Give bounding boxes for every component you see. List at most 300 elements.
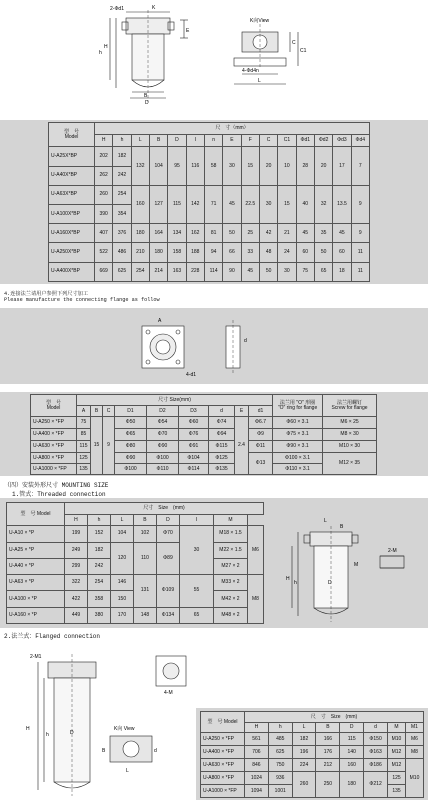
t1-cell: 50 bbox=[223, 224, 241, 243]
section4-sub1: 1.管式：Threaded connection bbox=[12, 491, 106, 498]
t1-cell: 66 bbox=[223, 243, 241, 262]
t1-cell: 158 bbox=[168, 243, 186, 262]
table3-threaded-dimensions bbox=[6, 502, 264, 624]
t1-cell: 50 bbox=[259, 262, 277, 281]
table2-col-header: D2 bbox=[147, 406, 179, 417]
t1-cell: 254 bbox=[131, 262, 149, 281]
table1-col-header: n bbox=[204, 135, 222, 147]
t1-cell: 142 bbox=[186, 185, 204, 223]
dim-L-label-3: L bbox=[126, 768, 129, 774]
t2-cell: M12 × 35 bbox=[323, 453, 377, 475]
table1-col-header: h bbox=[113, 135, 131, 147]
t1-cell: 180 bbox=[131, 224, 149, 243]
t2-cell: Φ76 bbox=[179, 429, 209, 441]
t3-cell: 380 bbox=[87, 607, 110, 623]
t1-cell: 15 bbox=[241, 147, 259, 185]
k-view-label: K向View bbox=[250, 18, 270, 24]
t3-cell: M33 × 2 bbox=[213, 575, 247, 591]
flanged-filter-drawing bbox=[14, 640, 204, 798]
dim-K-label: K bbox=[152, 5, 156, 11]
t3-cell: M22 × 1.5 bbox=[213, 542, 247, 558]
table1-col-header: Φd2 bbox=[314, 135, 332, 147]
t3-model-header: 型 号 Model bbox=[7, 503, 65, 526]
t1-cell: 625 bbox=[113, 262, 131, 281]
t2-oring-header: 法兰用 "O" 形圈 "O" ring for flange bbox=[273, 395, 323, 417]
t1-cell: 18 bbox=[333, 262, 351, 281]
table2-flange-dimensions bbox=[30, 394, 377, 475]
t4-cell: 936 bbox=[268, 772, 292, 785]
t1-cell: 114 bbox=[204, 262, 222, 281]
table4-col-header: L bbox=[292, 723, 316, 733]
dim-4d4-label: 4-Φd4 bbox=[242, 68, 256, 74]
t2-cell: Φ54 bbox=[147, 417, 179, 429]
t2-cell: Φ90 × 3.1 bbox=[273, 441, 323, 453]
t3-cell: Φ109 bbox=[156, 575, 179, 608]
t1-cell: 45 bbox=[333, 224, 351, 243]
t3-cell: Φ134 bbox=[156, 607, 179, 623]
t2-cell: 2.4 bbox=[235, 417, 249, 475]
k-view-label-3: K向 View bbox=[114, 726, 135, 732]
table2-col-header: D3 bbox=[179, 406, 209, 417]
t1-model: U-A160X*BP bbox=[49, 224, 95, 243]
table1-col-header: Φd3 bbox=[333, 135, 351, 147]
table2-col-header: D1 bbox=[115, 406, 147, 417]
dim-M-label-2: M bbox=[354, 562, 359, 568]
t3-cell: 322 bbox=[65, 575, 88, 591]
t1-cell: 669 bbox=[95, 262, 113, 281]
t4-cell: 1001 bbox=[268, 785, 292, 798]
t3-cell: M42 × 2 bbox=[213, 591, 247, 607]
t3-cell: 254 bbox=[87, 575, 110, 591]
t2-model: U-A400 × *FP bbox=[31, 429, 77, 441]
t4-cell: M10 bbox=[405, 759, 423, 798]
t2-model-header: 型 号 Model bbox=[31, 395, 77, 417]
t2-model: U-A630 × *FP bbox=[31, 441, 77, 453]
t1-cell: 30 bbox=[223, 147, 241, 185]
section4-title: （四）安装外形尺寸 MOUNTING SIZE bbox=[4, 482, 109, 489]
dim-L-label-2: L bbox=[324, 518, 327, 524]
t1-cell: 81 bbox=[204, 224, 222, 243]
section4-sub2: 2.法兰式：Flanged connection bbox=[4, 633, 101, 640]
t4-model: U-A250 × *FP bbox=[201, 733, 245, 746]
table4-col-header: d bbox=[364, 723, 388, 733]
t3-cell: 150 bbox=[110, 591, 133, 607]
t1-cell: 65 bbox=[314, 262, 332, 281]
t1-cell: 260 bbox=[95, 185, 113, 204]
t1-cell: 115 bbox=[168, 185, 186, 223]
t4-cell: 706 bbox=[245, 746, 269, 759]
t2-screw-header: 法兰用螺钉 Screw for flange bbox=[323, 395, 377, 417]
dim-d-label: d bbox=[244, 338, 247, 344]
t2-cell: Φ110 bbox=[147, 464, 179, 475]
t4-cell: 160 bbox=[340, 759, 364, 772]
t1-cell: 228 bbox=[186, 262, 204, 281]
table1-col-header: H bbox=[95, 135, 113, 147]
t4-cell: 485 bbox=[268, 733, 292, 746]
t2-cell: Φ70 bbox=[147, 429, 179, 441]
t4-cell: 846 bbox=[245, 759, 269, 772]
t1-cell: 15 bbox=[278, 185, 296, 223]
t2-cell: Φ100 bbox=[115, 464, 147, 475]
t4-cell: 176 bbox=[316, 746, 340, 759]
dim-H-label: H bbox=[104, 44, 108, 50]
t2-cell: Φ100 × 3.1 bbox=[273, 453, 323, 464]
table1-col-header: C bbox=[259, 135, 277, 147]
table2-col-header: A bbox=[77, 406, 91, 417]
t1-model: U-A400X*BP bbox=[49, 262, 95, 281]
t3-cell: 104 bbox=[110, 526, 133, 542]
t2-cell: Φ75 × 3.1 bbox=[273, 429, 323, 441]
table3-col-header: I bbox=[179, 515, 213, 526]
t1-cell: 58 bbox=[204, 147, 222, 185]
filter-k-view-drawing bbox=[228, 4, 318, 108]
t1-cell: 10 bbox=[278, 147, 296, 185]
table4-col-header: M1 bbox=[405, 723, 423, 733]
t1-cell: 50 bbox=[314, 243, 332, 262]
t3-cell: M48 × 2 bbox=[213, 607, 247, 623]
t4-cell: 750 bbox=[268, 759, 292, 772]
t3-cell: 120 bbox=[110, 542, 133, 575]
t3-cell: 65 bbox=[179, 607, 213, 623]
t1-cell: 9 bbox=[351, 224, 369, 243]
dim-E-label: E bbox=[186, 28, 190, 34]
t3-model: U-A63 × *P bbox=[7, 575, 65, 591]
dim-D-label-2: D bbox=[328, 580, 332, 586]
t2-cell: Φ125 bbox=[209, 453, 235, 464]
table3-col-header: M bbox=[213, 515, 247, 526]
t4-cell: 224 bbox=[292, 759, 316, 772]
dim-2d1-label: 2-Φd1 bbox=[110, 6, 124, 12]
t1-cell: 11 bbox=[351, 262, 369, 281]
table4-col-header: B bbox=[316, 723, 340, 733]
t4-model: U-A400 × *FP bbox=[201, 746, 245, 759]
t3-cell: 299 bbox=[65, 558, 88, 574]
t3-cell: Φ89 bbox=[156, 542, 179, 575]
t4-model: U-A1000 × *FP bbox=[201, 785, 245, 798]
t3-model: U-A160 × *P bbox=[7, 607, 65, 623]
table1-col-header: F bbox=[241, 135, 259, 147]
t2-cell: 15 bbox=[91, 417, 103, 475]
t1-cell: 28 bbox=[296, 147, 314, 185]
t1-cell: 214 bbox=[149, 262, 167, 281]
dim-n-label: n bbox=[256, 68, 259, 74]
t1-cell: 48 bbox=[259, 243, 277, 262]
t3-cell: 152 bbox=[87, 526, 110, 542]
dim-h-label-3: h bbox=[46, 732, 49, 738]
t1-cell: 162 bbox=[186, 224, 204, 243]
t1-dim-header: 尺 寸（mm） bbox=[95, 123, 370, 135]
t3-model: U-A25 × *P bbox=[7, 542, 65, 558]
table2-col-header: B bbox=[91, 406, 103, 417]
dim-A-label: A bbox=[158, 318, 162, 324]
t1-cell: 9 bbox=[351, 185, 369, 223]
dim-h-label: h bbox=[99, 50, 102, 56]
t1-cell: 45 bbox=[296, 224, 314, 243]
t1-cell: 376 bbox=[113, 224, 131, 243]
dim-4M-label-3: 4-M bbox=[164, 690, 173, 696]
t1-cell: 71 bbox=[204, 185, 222, 223]
t2-cell: 125 bbox=[77, 453, 91, 464]
flanged-filter-svg bbox=[14, 640, 204, 798]
t4-cell: 260 bbox=[292, 772, 316, 798]
t3-cell: 170 bbox=[110, 607, 133, 623]
t4-cell: 180 bbox=[340, 772, 364, 798]
t3-model: U-A10 × *P bbox=[7, 526, 65, 542]
flange-face-drawing bbox=[130, 312, 270, 382]
t4-model-header: 型 号 Model bbox=[201, 712, 245, 733]
t4-cell: 561 bbox=[245, 733, 269, 746]
t1-cell: 390 bbox=[95, 204, 113, 223]
table2-col-header: C bbox=[103, 406, 115, 417]
t1-cell: 95 bbox=[168, 147, 186, 185]
t4-cell: 140 bbox=[340, 746, 364, 759]
t1-cell: 33 bbox=[241, 243, 259, 262]
t1-cell: 164 bbox=[149, 224, 167, 243]
table2-col-header: d1 bbox=[249, 406, 273, 417]
t3-cell: 182 bbox=[87, 542, 110, 558]
t1-cell: 11 bbox=[351, 243, 369, 262]
t4-cell: M6 bbox=[405, 733, 423, 746]
t1-cell: 24 bbox=[278, 243, 296, 262]
t2-cell: 9 bbox=[103, 417, 115, 475]
dim-L-label: L bbox=[258, 78, 261, 84]
t2-dim-header: 尺寸 Size(mm) bbox=[77, 395, 273, 406]
dim-B-label: B bbox=[144, 93, 148, 99]
t4-cell: Φ212 bbox=[364, 772, 388, 798]
t1-cell: 20 bbox=[314, 147, 332, 185]
t2-cell: M10 × 30 bbox=[323, 441, 377, 453]
table1-col-header: C1 bbox=[278, 135, 296, 147]
t1-cell: 60 bbox=[296, 243, 314, 262]
t1-cell: 35 bbox=[314, 224, 332, 243]
t3-dim-header: 尺寸 Size (mm) bbox=[65, 503, 264, 515]
t2-cell: Φ91 bbox=[179, 441, 209, 453]
t3-cell: M8 bbox=[247, 575, 263, 624]
t4-cell: M12 bbox=[387, 746, 405, 759]
t1-cell: 188 bbox=[186, 243, 204, 262]
t3-cell: 422 bbox=[65, 591, 88, 607]
table2-col-header: E bbox=[235, 406, 249, 417]
t2-model: U-A800 × *FP bbox=[31, 453, 77, 464]
t1-cell: 354 bbox=[113, 204, 131, 223]
t1-cell: 45 bbox=[241, 262, 259, 281]
t3-cell: 55 bbox=[179, 575, 213, 608]
flange-drawing bbox=[130, 312, 270, 382]
t3-cell: 249 bbox=[65, 542, 88, 558]
t1-cell: 262 bbox=[95, 166, 113, 185]
t1-cell: 90 bbox=[223, 262, 241, 281]
t1-cell: 30 bbox=[278, 262, 296, 281]
t2-cell: Φ94 bbox=[209, 429, 235, 441]
note-flange-en: Please manufacture the connecting flange as follow bbox=[4, 297, 160, 303]
dim-2M1-label-3: 2-M1 bbox=[30, 654, 42, 660]
t2-cell: Φ13 bbox=[249, 453, 273, 475]
table4-col-header: M bbox=[387, 723, 405, 733]
t4-cell: Φ163 bbox=[364, 746, 388, 759]
dim-B-label-3: B bbox=[102, 748, 106, 754]
table1-col-header: B bbox=[149, 135, 167, 147]
table4-col-header: h bbox=[268, 723, 292, 733]
t1-cell: 42 bbox=[259, 224, 277, 243]
t1-model: U-A25X*BP bbox=[49, 147, 95, 166]
t1-cell: 45 bbox=[223, 185, 241, 223]
dim-B-label-2: B bbox=[340, 524, 344, 530]
t3-cell: 449 bbox=[65, 607, 88, 623]
t3-cell: 148 bbox=[133, 607, 156, 623]
dim-H-label-3: H bbox=[26, 726, 30, 732]
t2-cell: Φ114 bbox=[179, 464, 209, 475]
t1-model: U-A250X*BP bbox=[49, 243, 95, 262]
table1-col-header: D bbox=[168, 135, 186, 147]
t3-cell: 146 bbox=[110, 575, 133, 591]
t1-cell: 40 bbox=[296, 185, 314, 223]
t1-cell: 242 bbox=[113, 166, 131, 185]
t1-cell: 17 bbox=[333, 147, 351, 185]
t3-model: U-A40 × *P bbox=[7, 558, 65, 574]
t2-cell: Φ80 bbox=[115, 441, 147, 453]
table3-col-header: B bbox=[133, 515, 156, 526]
k-view-drawing bbox=[228, 4, 318, 108]
t1-cell: 104 bbox=[149, 147, 167, 185]
table3-col-header: H bbox=[65, 515, 88, 526]
table2-col-header: d bbox=[209, 406, 235, 417]
t1-cell: 127 bbox=[149, 185, 167, 223]
t2-cell: Φ110 × 3.1 bbox=[273, 464, 323, 475]
t1-cell: 254 bbox=[113, 185, 131, 204]
t1-cell: 163 bbox=[168, 262, 186, 281]
table3-col-header: D bbox=[156, 515, 179, 526]
t1-model-header: 型 号 Model bbox=[49, 123, 95, 147]
t1-cell: 132 bbox=[131, 147, 149, 185]
t1-cell: 134 bbox=[168, 224, 186, 243]
t2-cell: Φ60 × 3.1 bbox=[273, 417, 323, 429]
t1-cell: 13.5 bbox=[333, 185, 351, 223]
t2-cell: Φ104 bbox=[179, 453, 209, 464]
t1-cell: 160 bbox=[131, 185, 149, 223]
t3-cell: 131 bbox=[133, 575, 156, 608]
dim-h-label-2: h bbox=[294, 580, 297, 586]
dim-H-label-2: H bbox=[286, 576, 290, 582]
t3-cell: 358 bbox=[87, 591, 110, 607]
t4-cell: 115 bbox=[340, 733, 364, 746]
t2-cell: Φ60 bbox=[179, 417, 209, 429]
t3-cell: 102 bbox=[133, 526, 156, 542]
t1-cell: 22.5 bbox=[241, 185, 259, 223]
dim-C-label: C bbox=[292, 40, 296, 46]
t4-cell: 250 bbox=[316, 772, 340, 798]
t3-cell: M6 bbox=[247, 526, 263, 575]
t3-cell: 242 bbox=[87, 558, 110, 574]
t2-cell: Φ90 bbox=[147, 441, 179, 453]
t1-cell: 116 bbox=[186, 147, 204, 185]
t2-cell: M8 × 30 bbox=[323, 429, 377, 441]
t2-cell: Φ90 bbox=[115, 453, 147, 464]
t1-model: U-A100X*BP bbox=[49, 204, 95, 223]
t3-cell: 199 bbox=[65, 526, 88, 542]
dim-2M-label-2: 2-M bbox=[388, 548, 397, 554]
t4-model: U-A800 × *FP bbox=[201, 772, 245, 785]
threaded-filter-drawing bbox=[268, 500, 424, 624]
t2-cell: Φ9 bbox=[249, 429, 273, 441]
t3-cell: M18 × 1.5 bbox=[213, 526, 247, 542]
t2-model: U-A1000 × *FP bbox=[31, 464, 77, 475]
t4-dim-header: 尺 寸 Size (mm) bbox=[245, 712, 424, 723]
dim-d-label-3: d bbox=[154, 748, 157, 754]
note-flange-cn: 4.连接法兰请用户参照下列尺寸加工 bbox=[4, 291, 89, 297]
t1-cell: 21 bbox=[278, 224, 296, 243]
t3-cell: Φ70 bbox=[156, 526, 179, 542]
t2-cell: Φ135 bbox=[209, 464, 235, 475]
t1-model: U-A63X*BP bbox=[49, 185, 95, 204]
t4-cell: 212 bbox=[316, 759, 340, 772]
t4-model: U-A630 × *FP bbox=[201, 759, 245, 772]
t1-cell: 30 bbox=[259, 185, 277, 223]
t3-cell: 110 bbox=[133, 542, 156, 575]
dim-D-label-3: D bbox=[70, 730, 74, 736]
table3-col-header: h bbox=[87, 515, 110, 526]
t4-cell: M10 bbox=[387, 733, 405, 746]
t1-cell: 20 bbox=[259, 147, 277, 185]
t4-cell: 166 bbox=[316, 733, 340, 746]
t4-cell: 135 bbox=[387, 785, 405, 798]
t4-cell: 1024 bbox=[245, 772, 269, 785]
t1-cell: 180 bbox=[149, 243, 167, 262]
t2-cell: M6 × 25 bbox=[323, 417, 377, 429]
table1-col-header: I bbox=[186, 135, 204, 147]
threaded-filter-svg bbox=[268, 500, 424, 624]
dim-C1-label: C1 bbox=[300, 48, 307, 54]
table4-col-header: H bbox=[245, 723, 269, 733]
t1-cell: 75 bbox=[296, 262, 314, 281]
t1-cell: 210 bbox=[131, 243, 149, 262]
t2-cell: Φ11 bbox=[249, 441, 273, 453]
t2-cell: Φ65 bbox=[115, 429, 147, 441]
t3-model: U-A100 × *P bbox=[7, 591, 65, 607]
table1-col-header: Φd4 bbox=[351, 135, 369, 147]
t1-model: U-A40X*BP bbox=[49, 166, 95, 185]
t2-cell: Φ115 bbox=[209, 441, 235, 453]
table1-col-header: E bbox=[223, 135, 241, 147]
dim-D-label: D bbox=[145, 100, 149, 106]
t2-model: U-A250 × *FP bbox=[31, 417, 77, 429]
dim-4d1-label: 4-d1 bbox=[186, 372, 197, 378]
t1-cell: 486 bbox=[113, 243, 131, 262]
t2-cell: 75 bbox=[77, 417, 91, 429]
t2-cell: 135 bbox=[77, 464, 91, 475]
t4-cell: Φ150 bbox=[364, 733, 388, 746]
t1-cell: 32 bbox=[314, 185, 332, 223]
t4-cell: 625 bbox=[268, 746, 292, 759]
t2-cell: Φ74 bbox=[209, 417, 235, 429]
table1-col-header: Φd1 bbox=[296, 135, 314, 147]
t3-cell: M27 × 2 bbox=[213, 558, 247, 574]
t1-cell: 25 bbox=[241, 224, 259, 243]
table4-flanged-dimensions bbox=[200, 711, 424, 798]
t2-cell: 85 bbox=[77, 429, 91, 441]
t1-cell: 407 bbox=[95, 224, 113, 243]
t2-cell: Φ6.7 bbox=[249, 417, 273, 429]
t1-cell: 202 bbox=[95, 147, 113, 166]
t1-cell: 522 bbox=[95, 243, 113, 262]
t1-cell: 7 bbox=[351, 147, 369, 185]
t1-cell: 60 bbox=[333, 243, 351, 262]
t4-cell: Φ186 bbox=[364, 759, 388, 772]
table4-col-header: D bbox=[340, 723, 364, 733]
t1-cell: 94 bbox=[204, 243, 222, 262]
table1-filter-dimensions bbox=[48, 122, 370, 282]
t1-cell: 182 bbox=[113, 147, 131, 166]
t2-cell: 115 bbox=[77, 441, 91, 453]
